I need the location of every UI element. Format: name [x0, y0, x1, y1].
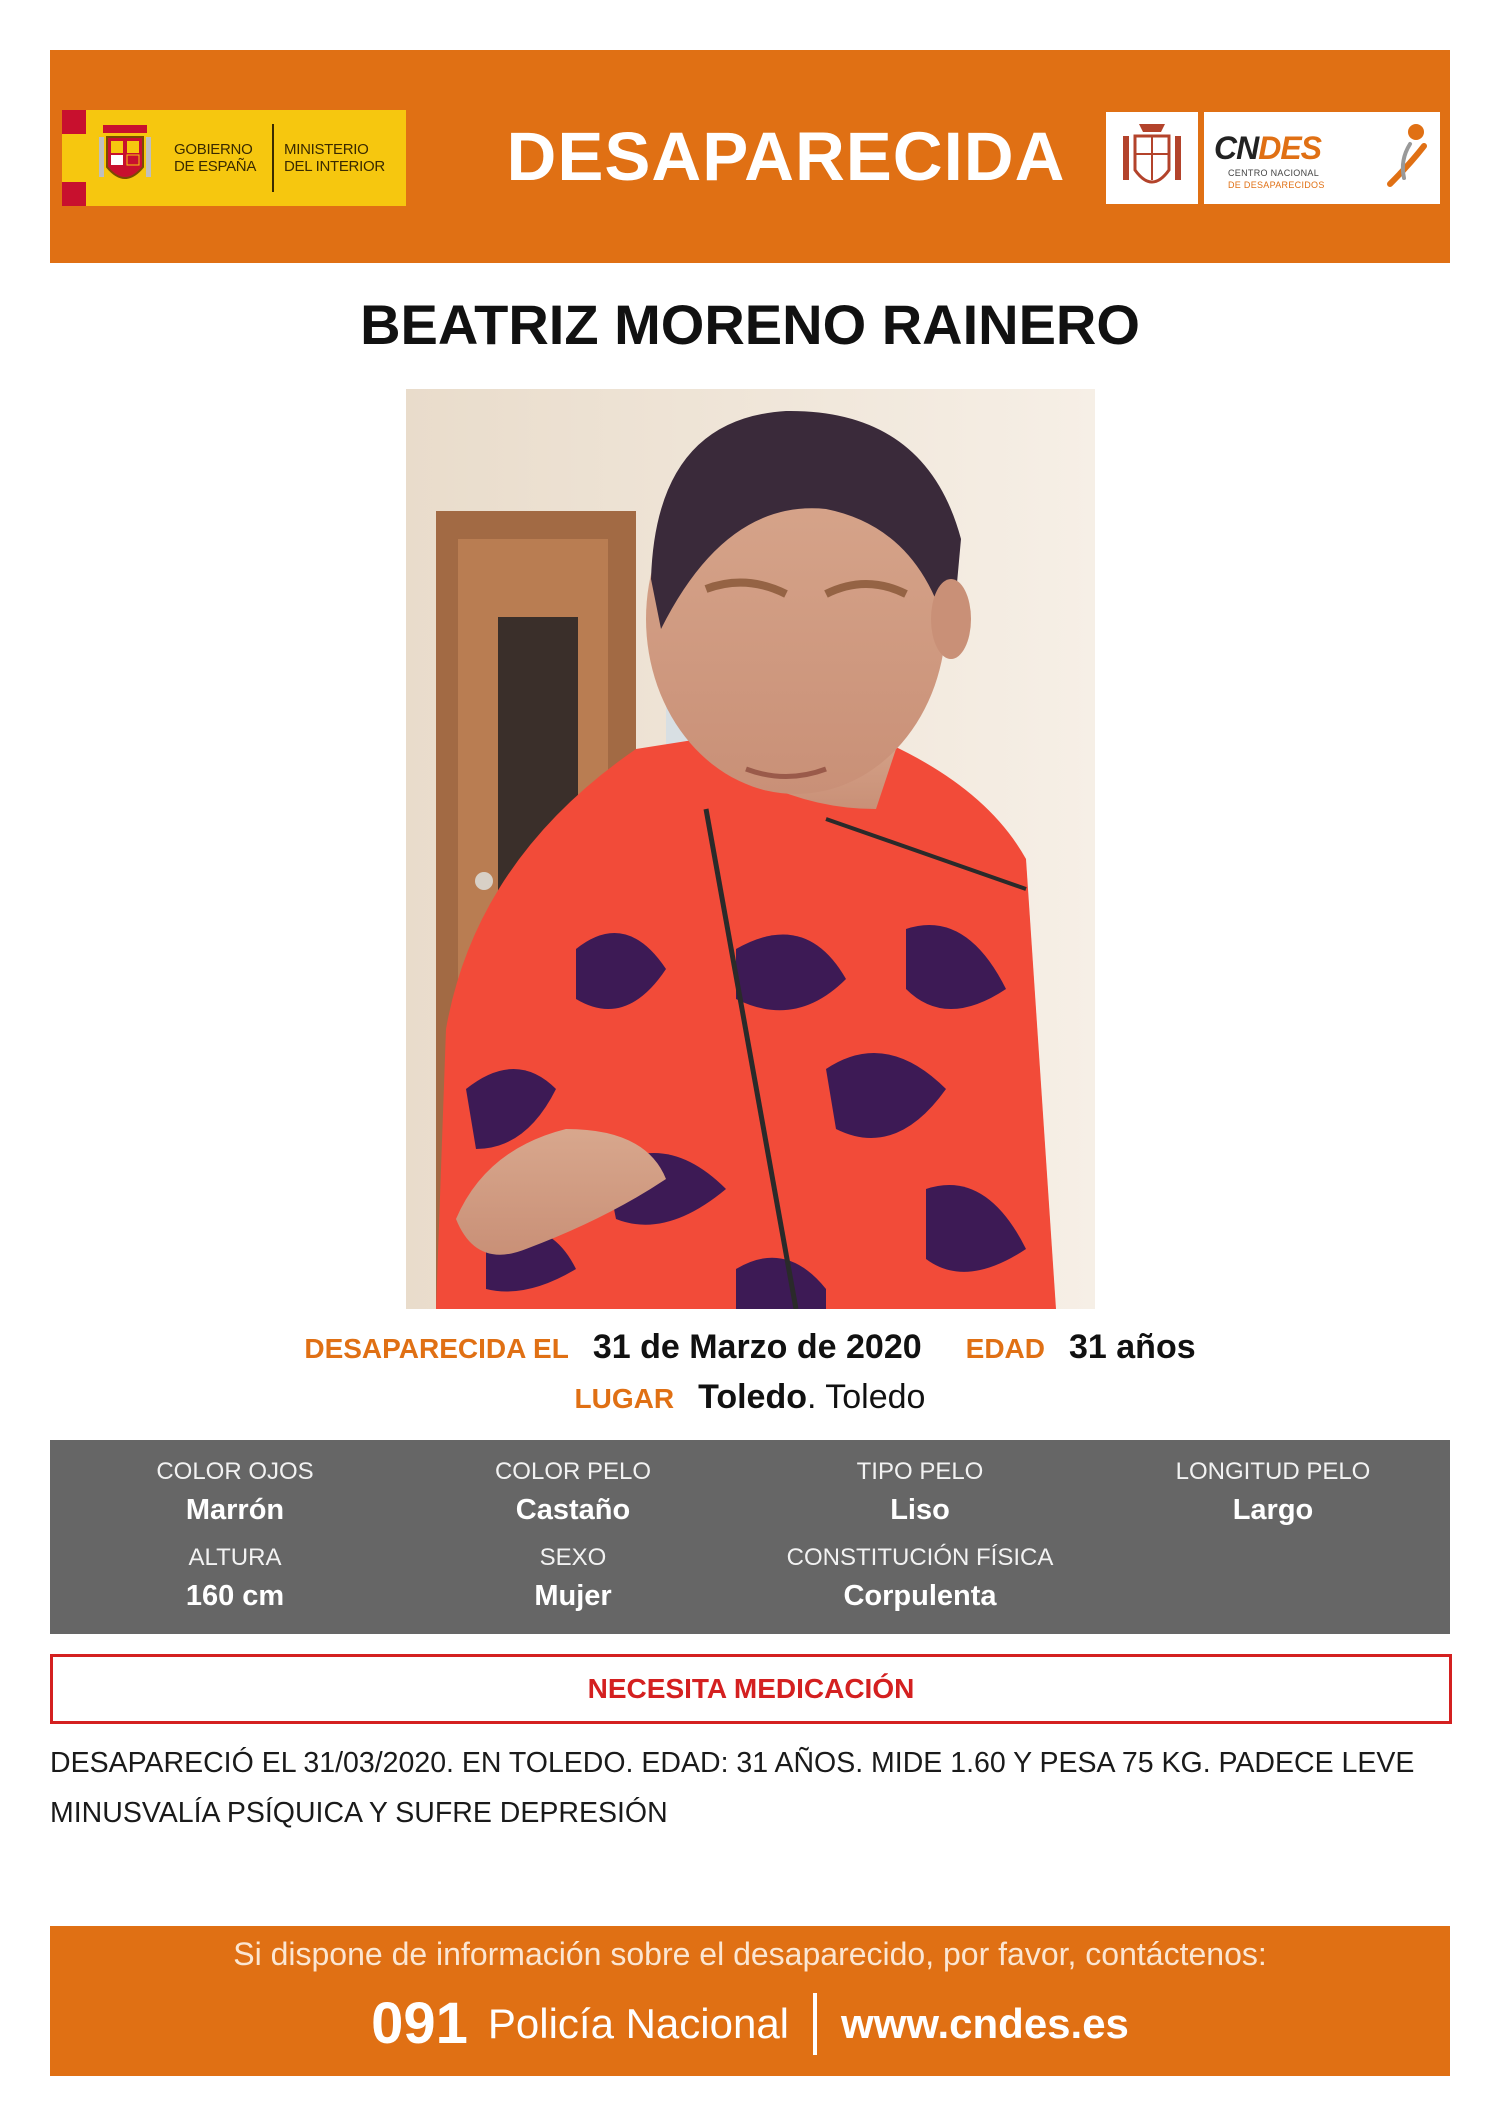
- feature-value: Marrón: [185, 1494, 285, 1526]
- feature-label: COLOR PELO: [494, 1458, 652, 1485]
- physical-features-panel: [50, 1440, 1450, 1634]
- missing-date-label: DESAPARECIDA EL: [304, 1333, 569, 1364]
- feature-value: Mujer: [534, 1580, 612, 1612]
- feature-hair-length: [1103, 1458, 1443, 1527]
- government-logo: [62, 110, 406, 206]
- place-label: LUGAR: [574, 1383, 675, 1414]
- cndes-wordmark: CNDES: [1214, 130, 1322, 166]
- cndes-logo: [1204, 112, 1440, 204]
- place-province: . Toledo: [806, 1378, 926, 1416]
- footer-message: Si dispone de información sobre el desaparecido, por favor, contáctenos:: [233, 1936, 1267, 1972]
- feature-hair-type: [750, 1458, 1090, 1527]
- feature-label: SEXO: [539, 1544, 607, 1571]
- cndes-subtitle-2: DE DESAPARECIDOS: [1228, 180, 1325, 190]
- gov-text-ministerio: MINISTERIO DEL INTERIOR: [284, 141, 385, 175]
- feature-label: CONSTITUCIÓN FÍSICA: [786, 1544, 1054, 1571]
- feature-eye-color: [65, 1458, 405, 1527]
- spain-flag-strip: [62, 110, 86, 206]
- poster-title: DESAPARECIDA: [506, 118, 1066, 195]
- feature-value: Castaño: [515, 1494, 631, 1526]
- feature-value: Largo: [1232, 1494, 1314, 1526]
- crest-icon: [1117, 118, 1187, 198]
- case-description: DESAPARECIÓ EL 31/03/2020. EN TOLEDO. EDAD: 31 AÑOS. MIDE 1.60 Y PESA 75 KG. PADECE LEVE MINUSVALÍA PSÍQUICA Y SUFRE DEPRESIÓN: [50, 1747, 1415, 1829]
- feature-label: ALTURA: [188, 1544, 282, 1571]
- cndes-subtitle-1: CENTRO NACIONAL: [1228, 168, 1320, 178]
- footer-contact-row: [50, 1990, 1450, 2057]
- feature-value: 160 cm: [185, 1580, 285, 1612]
- feature-height: [65, 1544, 405, 1613]
- police-name: Policía Nacional: [487, 1999, 790, 2047]
- header-banner: [50, 50, 1450, 263]
- feature-sex: [403, 1544, 743, 1613]
- feature-build: [750, 1544, 1090, 1613]
- feature-hair-color: [403, 1458, 743, 1527]
- age-value: 31 años: [1069, 1328, 1196, 1366]
- missing-date-age-line: [0, 1328, 1500, 1367]
- medication-alert: [50, 1654, 1452, 1724]
- feature-label: LONGITUD PELO: [1175, 1458, 1371, 1485]
- feature-label: COLOR OJOS: [156, 1458, 314, 1485]
- person-name: BEATRIZ MORENO RAINERO: [360, 293, 1140, 356]
- crest-logo: [1106, 112, 1198, 204]
- footer-divider: [813, 1993, 817, 2055]
- phone-number[interactable]: 091: [371, 1991, 468, 2056]
- age-label: EDAD: [965, 1333, 1045, 1364]
- website-link[interactable]: www.cndes.es: [841, 1999, 1129, 2047]
- contact-footer: [50, 1926, 1450, 2076]
- medication-alert-text: NECESITA MEDICACIÓN: [587, 1673, 915, 1704]
- missing-date-value: 31 de Marzo de 2020: [592, 1328, 922, 1366]
- coat-of-arms-icon: [86, 110, 164, 206]
- feature-label: TIPO PELO: [856, 1458, 984, 1485]
- running-figure-icon: [1380, 120, 1434, 196]
- feature-value: Liso: [890, 1494, 950, 1526]
- person-photo: [406, 389, 1095, 1309]
- gov-text-gobierno: GOBIERNO DE ESPAÑA: [164, 124, 274, 191]
- feature-value: Corpulenta: [843, 1580, 997, 1612]
- place-line: [0, 1378, 1500, 1417]
- place-city: Toledo: [698, 1378, 807, 1416]
